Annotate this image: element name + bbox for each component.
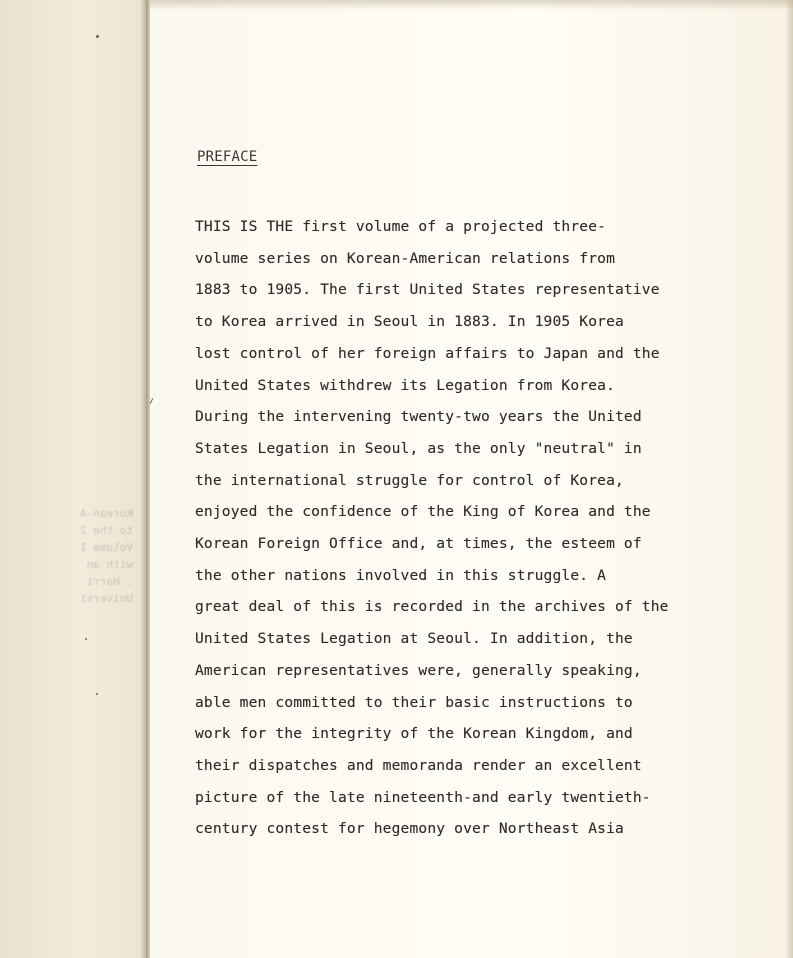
bleed-line: to the 2 [80, 524, 133, 537]
text-line: American representatives were, generally speaking, [195, 661, 642, 679]
paper-speck [96, 693, 98, 695]
preface-body [195, 211, 735, 845]
bleed-line: Volume I [80, 541, 133, 554]
text-line: to Korea arrived in Seoul in 1883. In 1905 Korea [195, 313, 624, 331]
text-line: the other nations involved in this struggle. A [195, 566, 607, 584]
bleed-through-text [18, 505, 133, 607]
text-line: picture of the late nineteenth-and early twentieth- [195, 788, 651, 806]
text-line: United States Legation at Seoul. In addition, the [195, 630, 633, 648]
text-line: work for the integrity of the Korean Kingdom, and [195, 725, 633, 743]
text-line: Korean Foreign Office and, at times, the esteem of [195, 535, 642, 553]
text-line: able men committed to their basic instructions to [195, 693, 633, 711]
paper-speck [85, 638, 87, 640]
text-line: States Legation in Seoul, as the only "neutral" in [195, 439, 642, 457]
text-line: enjoyed the confidence of the King of Korea and the [195, 503, 651, 521]
left-page [0, 0, 146, 958]
text-line: great deal of this is recorded in the archives of the [195, 598, 669, 616]
bleed-line: Korean-A [80, 507, 133, 520]
page-top-shadow [150, 0, 793, 10]
bleed-line: with an [86, 558, 133, 571]
text-line: volume series on Korean-American relations from [195, 249, 616, 267]
text-line: century contest for hegemony over Northeast Asia [195, 820, 624, 838]
bleed-line: . Harri [86, 575, 133, 588]
text-line: 1883 to 1905. The first United States representative [195, 281, 660, 299]
page-right-edge [785, 0, 793, 958]
text-line: THIS IS THE first volume of a projected three- [195, 218, 607, 235]
text-line: United States withdrew its Legation from Korea. [195, 376, 616, 394]
text-line: their dispatches and memoranda render an excellent [195, 756, 642, 774]
paper-speck [96, 35, 99, 38]
bleed-line: Universi [80, 592, 133, 605]
text-line: During the intervening twenty-two years the United [195, 408, 642, 426]
text-line: the international struggle for control of Korea, [195, 471, 624, 489]
text-line: lost control of her foreign affairs to Japan and the [195, 344, 660, 362]
page-title: PREFACE [197, 149, 258, 165]
